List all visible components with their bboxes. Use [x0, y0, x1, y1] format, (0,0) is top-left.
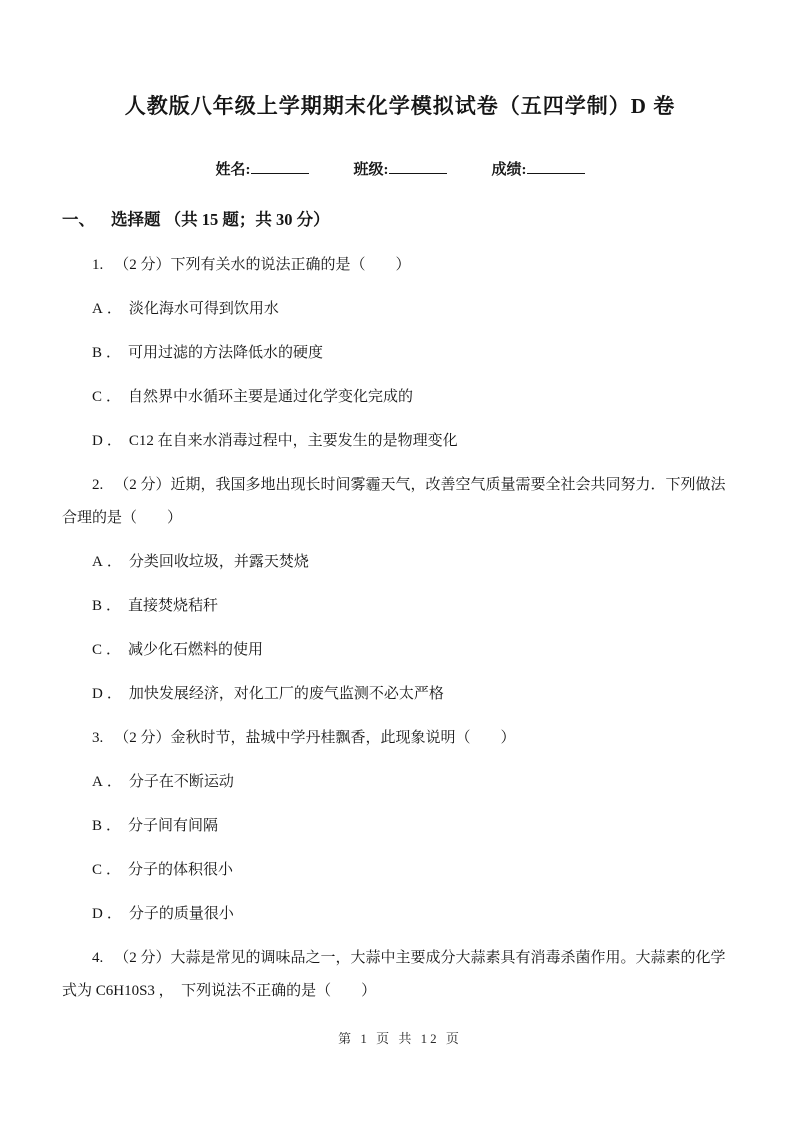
option-text: 自然界中水循环主要是通过化学变化完成的: [128, 389, 414, 405]
option-letter: B: [92, 345, 103, 361]
option-separator: ．: [106, 554, 122, 570]
option-text: 淡化海水可得到饮用水: [128, 301, 279, 317]
option-letter: A: [92, 301, 103, 317]
option-d: [62, 898, 738, 931]
option-separator: ．: [106, 345, 122, 361]
option-c: [62, 854, 738, 887]
question-stem: [62, 722, 738, 755]
option-letter: D: [92, 686, 103, 702]
class-field: [354, 158, 447, 179]
question-stem: [62, 249, 738, 282]
question-4: [62, 942, 738, 1008]
question-number: 4.: [92, 950, 104, 966]
option-separator: ．: [106, 818, 122, 834]
name-field-label: 姓名:: [215, 162, 251, 178]
option-b: [62, 337, 738, 370]
section-header: [62, 206, 738, 230]
option-text: 分类回收垃圾，并露天焚烧: [128, 554, 309, 570]
option-separator: ．: [106, 686, 122, 702]
option-text: 分子的体积很小: [128, 862, 234, 878]
option-letter: B: [92, 598, 103, 614]
question-number: 2.: [92, 477, 104, 493]
question-stem: [62, 942, 738, 1008]
option-letter: C: [92, 862, 103, 878]
question-stem-text: （2 分）大蒜是常见的调味品之一，大蒜中主要成分大蒜素具有消毒杀菌作用。大蒜素的化学式为 C6H10S3 ， 下列说法不正确的是（ ）: [62, 950, 726, 999]
option-letter: D: [92, 906, 103, 922]
option-a: [62, 293, 738, 326]
option-text: 分子间有间隔: [128, 818, 219, 834]
section-title: 选择题 （共 15 题；共 30 分）: [111, 210, 330, 229]
option-text: 可用过滤的方法降低水的硬度: [128, 345, 324, 361]
question-number: 3.: [92, 730, 104, 746]
option-text: 加快发展经济，对化工厂的废气监测不必太严格: [128, 686, 444, 702]
option-separator: ．: [106, 642, 122, 658]
option-separator: ．: [106, 774, 122, 790]
option-text: 分子的质量很小: [128, 906, 234, 922]
option-b: [62, 810, 738, 843]
option-a: [62, 766, 738, 799]
question-stem-text: （2 分）近期，我国多地出现长时间雾霾天气，改善空气质量需要全社会共同努力．下列做法合理的是（ ）: [62, 477, 726, 526]
score-field-blank: [527, 160, 585, 174]
option-letter: D: [92, 433, 103, 449]
option-text: 直接焚烧秸秆: [128, 598, 219, 614]
page-footer: 第 1 页 共 12 页: [338, 1031, 462, 1046]
option-separator: ．: [106, 906, 122, 922]
score-field-label: 成绩:: [491, 162, 527, 178]
question-stem: [62, 469, 738, 535]
option-c: [62, 634, 738, 667]
question-2: [62, 469, 738, 711]
question-number: 1.: [92, 257, 104, 273]
option-c: [62, 381, 738, 414]
section-number: 一、: [62, 210, 95, 229]
option-d: [62, 678, 738, 711]
name-field-blank: [251, 160, 309, 174]
option-separator: ．: [106, 389, 122, 405]
option-text: 减少化石燃料的使用: [128, 642, 264, 658]
class-field-blank: [389, 160, 447, 174]
page-title: 人教版八年级上学期期末化学模拟试卷（五四学制）D 卷: [124, 94, 676, 118]
class-field-label: 班级:: [353, 162, 389, 178]
name-field: [216, 158, 309, 179]
option-letter: C: [92, 642, 103, 658]
option-letter: A: [92, 554, 103, 570]
option-separator: ．: [106, 862, 122, 878]
student-info-row: [62, 158, 738, 179]
option-separator: ．: [106, 433, 122, 449]
option-separator: ．: [106, 301, 122, 317]
option-letter: B: [92, 818, 103, 834]
question-list: [62, 249, 738, 1008]
question-stem-text: （2 分）金秋时节，盐城中学丹桂飘香，此现象说明（ ）: [114, 730, 516, 746]
option-a: [62, 546, 738, 579]
option-text: C12 在自来水消毒过程中，主要发生的是物理变化: [128, 433, 458, 449]
option-letter: C: [92, 389, 103, 405]
option-text: 分子在不断运动: [128, 774, 234, 790]
option-b: [62, 590, 738, 623]
option-separator: ．: [106, 598, 122, 614]
option-d: [62, 425, 738, 458]
question-3: [62, 722, 738, 931]
option-letter: A: [92, 774, 103, 790]
score-field: [492, 158, 585, 179]
question-1: [62, 249, 738, 458]
question-stem-text: （2 分）下列有关水的说法正确的是（ ）: [114, 257, 411, 273]
